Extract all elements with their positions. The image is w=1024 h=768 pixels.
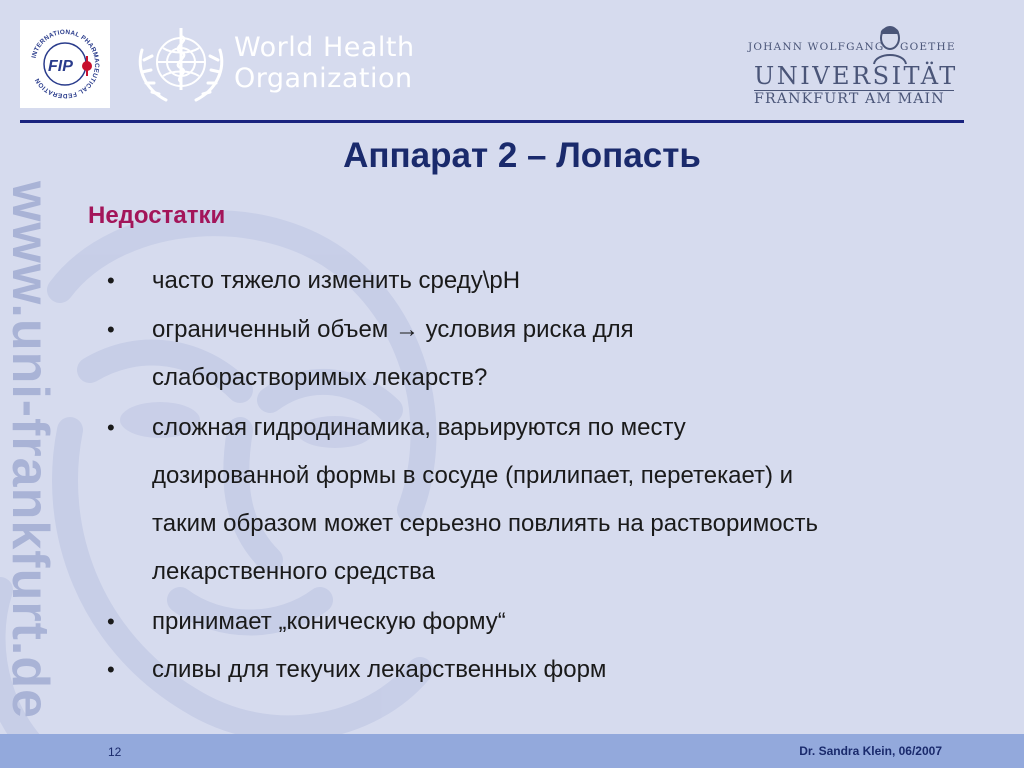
goethe-surname: GOETHE bbox=[900, 41, 956, 53]
bullet-text: дозированной формы в сосуде (прилипает, перетекает) и bbox=[152, 462, 794, 489]
header-divider bbox=[20, 120, 964, 123]
who-line2: Organization bbox=[234, 63, 413, 94]
bullet-text: принимает „коническую форму“ bbox=[152, 608, 506, 635]
slide-title: Аппарат 2 – Лопасть bbox=[343, 136, 701, 175]
slide-subtitle: Недостатки bbox=[88, 202, 226, 229]
bullet-text: слаборастворимых лекарств? bbox=[152, 364, 488, 391]
bullet-marker: • bbox=[107, 415, 115, 440]
fip-logo bbox=[20, 20, 110, 108]
goethe-top-line bbox=[748, 41, 956, 53]
fip-ring-text: INTERNATIONAL PHARMACEUTICAL FEDERATION bbox=[30, 28, 101, 100]
goethe-city: FRANKFURT AM MAIN bbox=[754, 91, 945, 107]
bullet-marker: • bbox=[107, 609, 115, 634]
goethe-first-names: JOHANN WOLFGANG bbox=[748, 41, 885, 53]
who-wordmark bbox=[234, 32, 415, 94]
bullet-text: таким образом может серьезно повлиять на растворимость bbox=[152, 510, 819, 537]
bullet-text: ограниченный объем → условия риска для bbox=[152, 316, 634, 343]
who-line1: World Health bbox=[234, 32, 415, 63]
bullet-text: часто тяжело изменить среду\pH bbox=[152, 267, 521, 294]
fip-logo-graphic bbox=[20, 20, 110, 108]
bullet-marker: • bbox=[107, 657, 115, 682]
side-website-url: www.uni-frankfurt.de bbox=[1, 180, 59, 720]
goethe-university-name: UNIVERSITÄT bbox=[754, 62, 958, 90]
bullet-marker: • bbox=[107, 317, 115, 342]
page-number: 12 bbox=[108, 745, 122, 759]
footer-bar bbox=[0, 734, 1024, 768]
bullet-text: сложная гидродинамика, варьируются по месту bbox=[152, 414, 686, 441]
author-date: Dr. Sandra Klein, 06/2007 bbox=[799, 744, 942, 758]
who-emblem-icon bbox=[132, 20, 230, 106]
bullet-marker: • bbox=[107, 268, 115, 293]
who-logo bbox=[132, 20, 415, 106]
bullet-text: сливы для текучих лекарственных форм bbox=[152, 656, 607, 683]
fip-abbr: FIP bbox=[48, 58, 73, 75]
goethe-university-logo bbox=[748, 22, 958, 110]
bullet-text: лекарственного средства bbox=[152, 558, 435, 585]
